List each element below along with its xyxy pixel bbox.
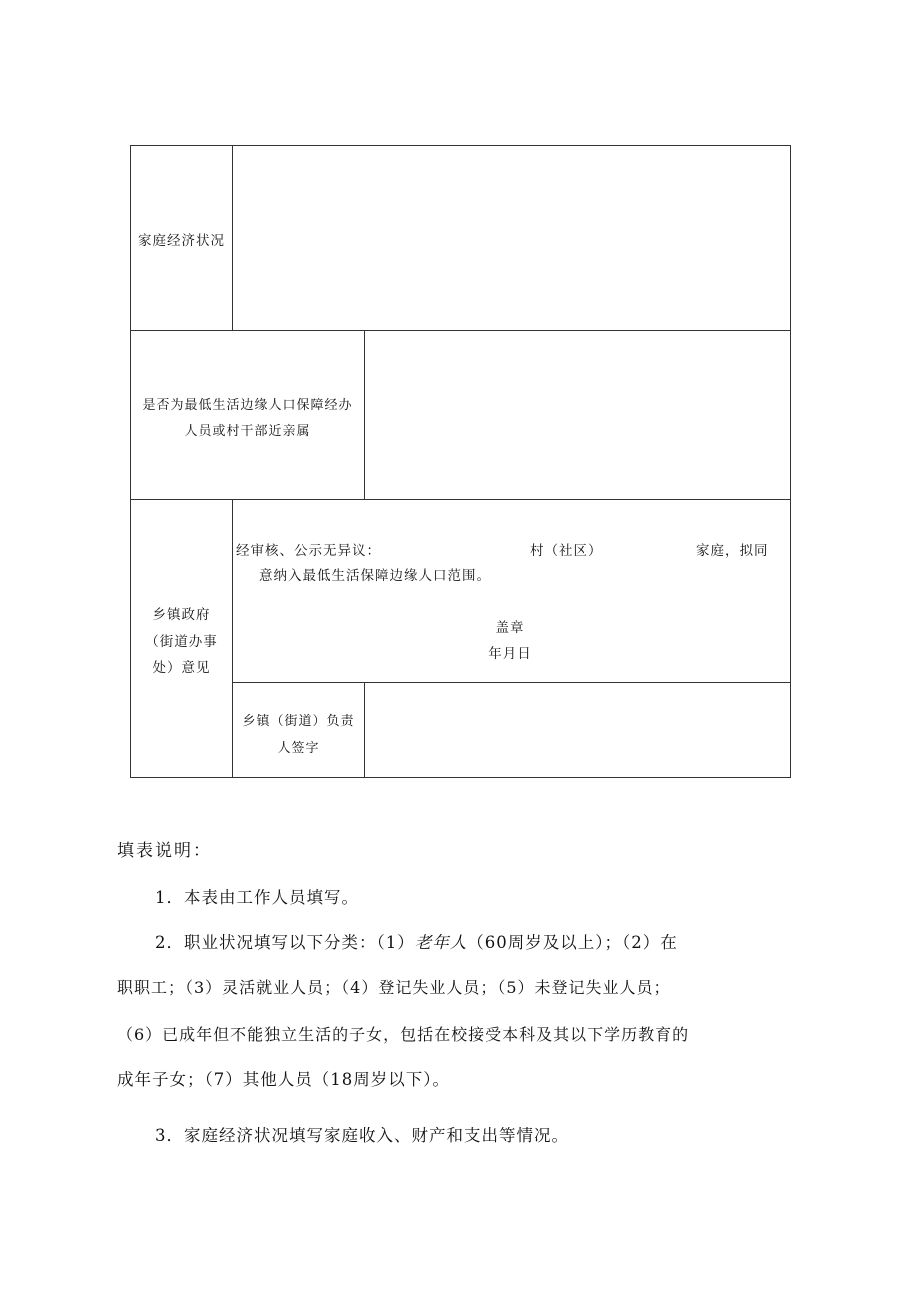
seal-label: 盖章 xyxy=(495,620,525,636)
instruction-item-2-line1 xyxy=(117,921,835,964)
instruction-item-2-part-a: 2．职业状况填写以下分类：（1） xyxy=(155,933,415,952)
table-border-right xyxy=(790,145,791,778)
review-text-part1: 经审核、公示无异议： xyxy=(236,543,381,559)
table-row-divider-3 xyxy=(233,682,791,683)
family-economy-label: 家庭经济状况 xyxy=(138,233,225,249)
instruction-item-2-line3: （6）已成年但不能独立生活的子女，包括在校接受本科及其以下学历教育的 xyxy=(117,1025,690,1044)
table-col-divider-row1 xyxy=(232,145,233,331)
signer-signature-field[interactable] xyxy=(366,684,789,776)
table-col-divider-row2 xyxy=(364,330,365,500)
signer-label-line1: 乡镇（街道）负责 xyxy=(242,714,355,729)
instruction-item-2-line2: 职职工；（3）灵活就业人员；（4）登记失业人员；（5）未登记失业人员； xyxy=(117,978,671,997)
township-opinion-label-line2: （街道办事 xyxy=(145,634,218,650)
township-opinion-label-line1: 乡镇政府 xyxy=(152,607,211,623)
relative-question-label-line2: 人员或村干部近亲属 xyxy=(184,424,311,439)
table-border-bottom xyxy=(130,777,791,778)
instruction-item-1: 1．本表由工作人员填写。 xyxy=(155,888,359,907)
relative-question-label-line1: 是否为最低生活边缘人口保障经办 xyxy=(142,398,353,413)
relative-question-field[interactable] xyxy=(366,332,789,498)
signer-label-line2: 人签字 xyxy=(277,741,320,756)
table-row-divider-2 xyxy=(130,499,791,500)
date-label: 年月日 xyxy=(488,646,532,662)
review-text-part3: 家庭，拟同 xyxy=(696,543,769,559)
table-row-divider-1 xyxy=(130,330,791,331)
review-text-part2: 村（社区） xyxy=(530,543,603,559)
instruction-item-2-italic: 老年人 xyxy=(414,933,468,952)
instruction-item-3: 3．家庭经济状况填写家庭收入、财产和支出等情况。 xyxy=(155,1126,569,1145)
review-text-line2: 意纳入最低生活保障边缘人口范围。 xyxy=(259,568,491,584)
table-col-divider-signer xyxy=(364,682,365,778)
family-economy-field[interactable] xyxy=(234,147,789,329)
township-opinion-label-line3: 处）意见 xyxy=(152,660,211,676)
table-border-top xyxy=(130,145,791,146)
instructions-title: 填表说明： xyxy=(117,841,212,861)
instruction-item-2-line4: 成年子女；（7）其他人员（18周岁以下）。 xyxy=(117,1070,450,1089)
instruction-item-2-part-c: （60周岁及以上）；（2）在 xyxy=(467,933,678,952)
